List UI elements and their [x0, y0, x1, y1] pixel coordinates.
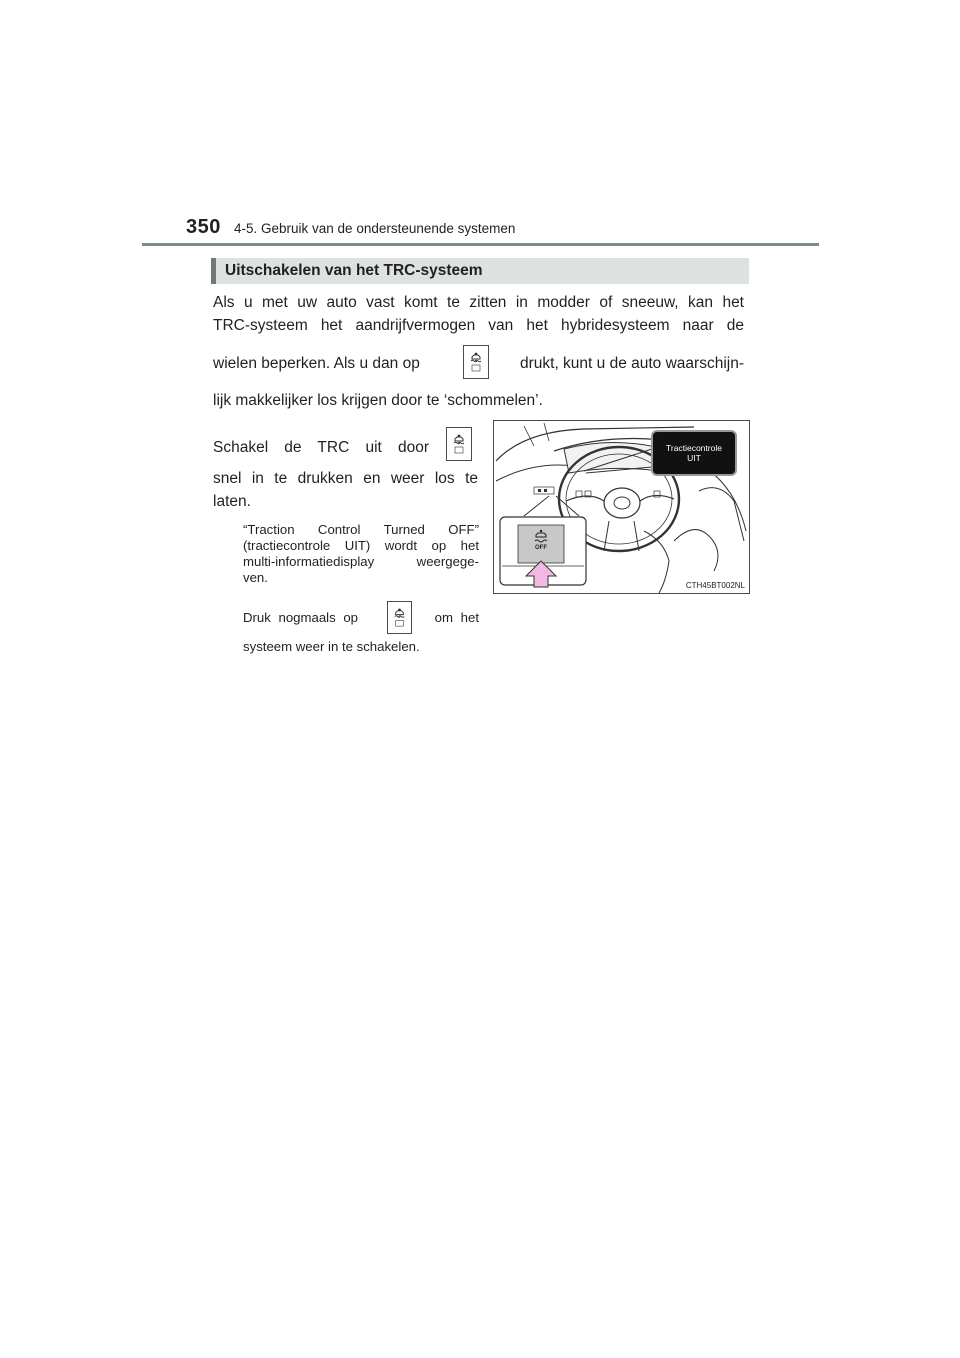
dashboard-illustration [493, 420, 750, 594]
intro-line-4: lijk makkelijker los krijgen door te ‘schommelen’. [213, 392, 543, 409]
section-title: Uitschakelen van het TRC-systeem [225, 262, 483, 279]
display-label-line-1: Tractiecontrole [666, 443, 722, 453]
intro-line-3-before: wielen beperken. Als u dan op [213, 355, 420, 372]
button-off-label: OFF [535, 545, 547, 551]
page-number: 350 [186, 216, 221, 238]
intro-line-1: Als u met uw auto vast komt te zitten in modder of sneeuw, kan het [213, 294, 744, 311]
instruction-line-2: snel in te drukken en weer los te [213, 470, 478, 487]
note2-before: Druk nogmaals op [243, 610, 359, 625]
instruction-line-1: Schakel de TRC uit door [213, 439, 429, 456]
header-rule [142, 243, 819, 246]
instruction-line-3: laten. [213, 493, 251, 510]
intro-line-3-after: drukt, kunt u de auto waarschijn- [519, 355, 744, 372]
trc-off-icon [387, 601, 412, 634]
illustration-code: CTH45BT002NL [685, 581, 745, 590]
display-label-line-2: UIT [687, 453, 701, 463]
section-heading [211, 258, 749, 284]
note2-line-2: systeem weer in te schakelen. [243, 639, 420, 654]
note1-line-4: ven. [243, 570, 268, 585]
trc-off-icon [463, 345, 489, 379]
note1-line-2: (tractiecontrole UIT) wordt op het [243, 538, 479, 553]
note2-after: om het [434, 610, 479, 625]
section-accent [211, 258, 216, 284]
trc-off-icon [446, 427, 472, 461]
intro-line-2: TRC-systeem het aandrijfvermogen van het hybridesysteem naar de [213, 317, 744, 334]
chapter-title: 4-5. Gebruik van de ondersteunende systemen [234, 221, 516, 236]
note1-line-1: “Traction Control Turned OFF” [243, 522, 479, 537]
note1-line-3: multi-informatiedisplay weergege- [243, 554, 479, 569]
